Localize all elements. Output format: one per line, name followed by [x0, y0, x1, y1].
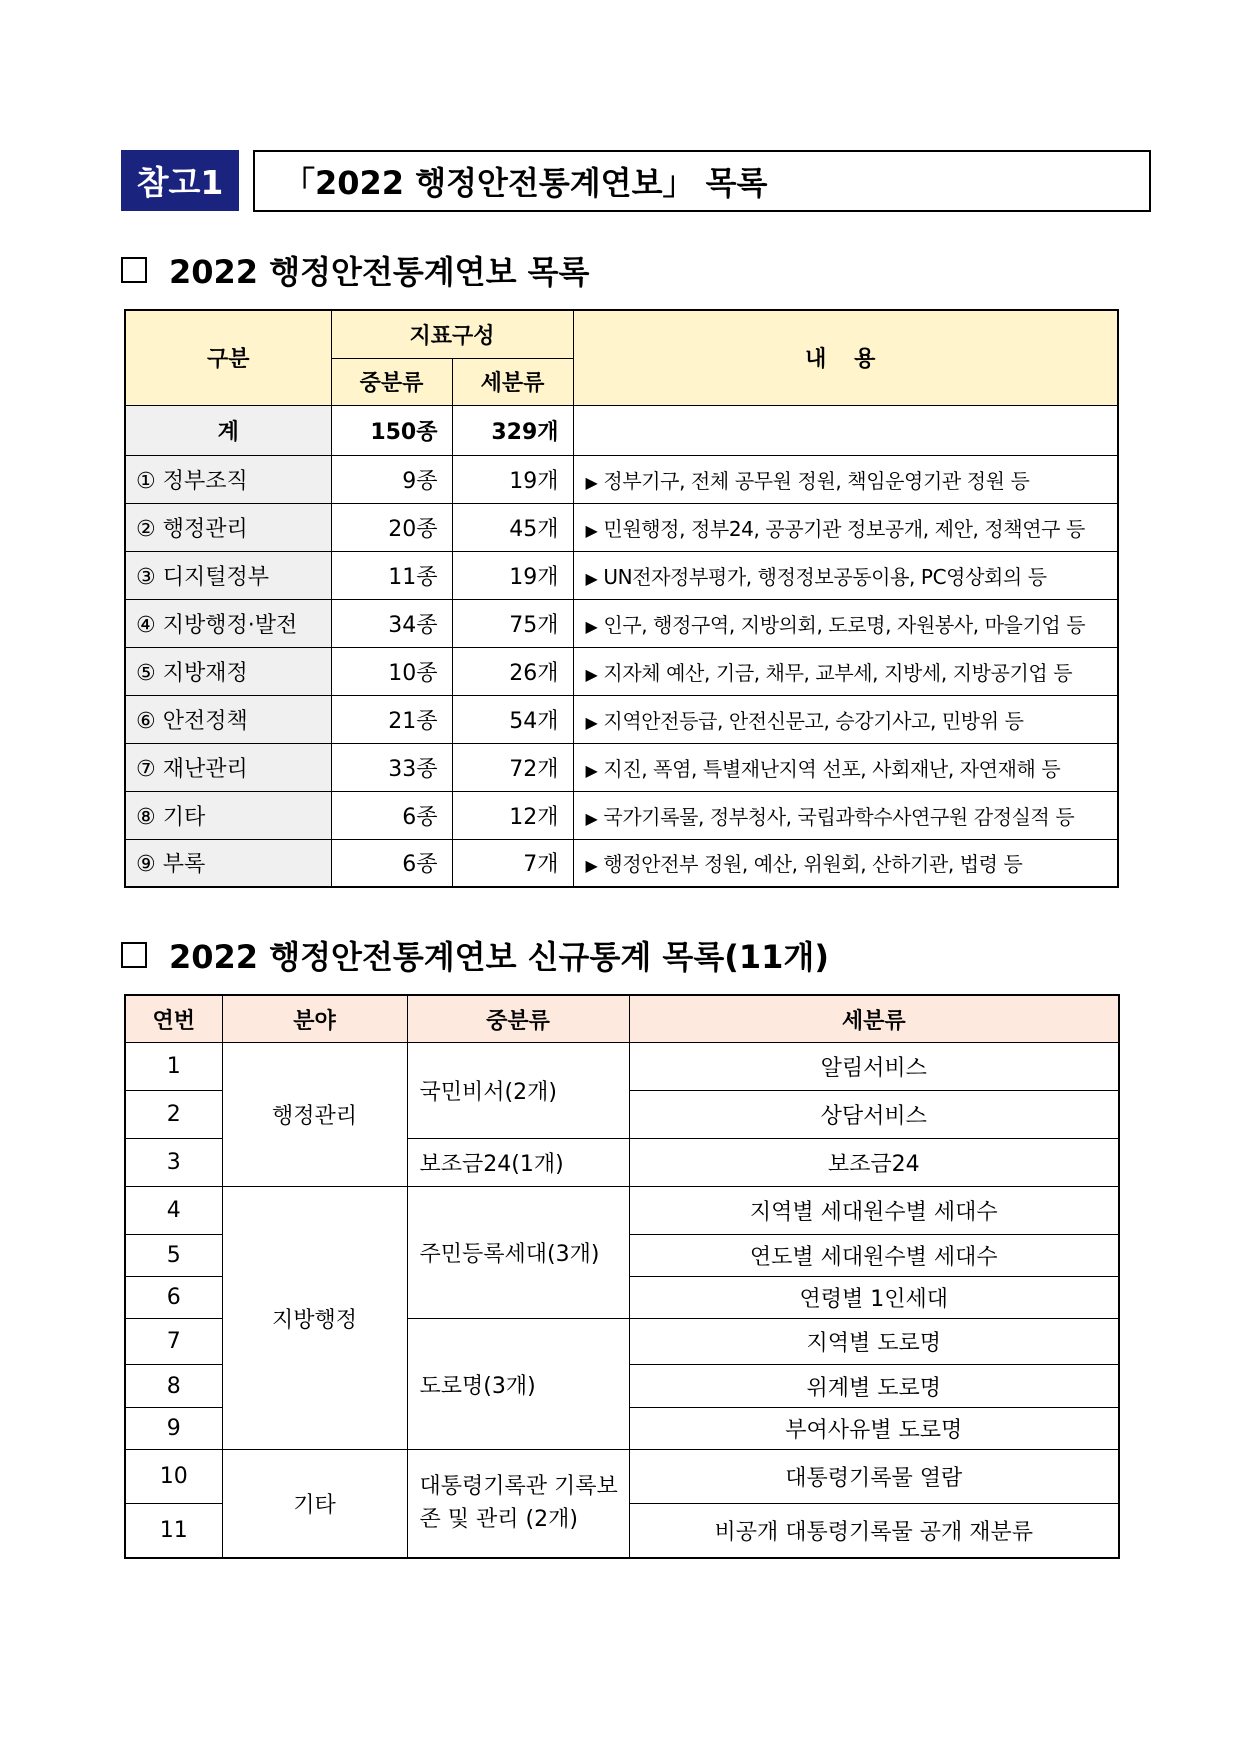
table-row	[125, 791, 1118, 839]
row-content	[573, 839, 1118, 887]
header-mid: 중분류	[407, 995, 629, 1043]
row-sub: 12개	[452, 791, 573, 839]
triangle-bullet-icon: ▶	[585, 712, 598, 732]
reference-badge: 참고1	[121, 150, 239, 211]
header-category: 구분	[125, 310, 331, 405]
header-mid: 중분류	[331, 358, 452, 405]
triangle-bullet-icon: ▶	[585, 616, 598, 636]
triangle-bullet-icon: ▶	[585, 520, 598, 540]
row-category: ⑤ 지방재정	[125, 647, 331, 695]
row-category: ⑥ 안전정책	[125, 695, 331, 743]
triangle-bullet-icon: ▶	[585, 664, 598, 684]
table-row	[125, 1450, 1119, 1504]
triangle-bullet-icon: ▶	[585, 472, 598, 492]
table-row	[125, 1043, 1119, 1091]
table-row	[125, 743, 1118, 791]
header-field: 분야	[222, 995, 407, 1043]
row-content	[573, 503, 1118, 551]
row-content-text: 국가기록물, 정부청사, 국립과학수사연구원 감정실적 등	[603, 804, 1075, 829]
table-row	[125, 647, 1118, 695]
triangle-bullet-icon: ▶	[585, 808, 598, 828]
row-field: 기타	[222, 1450, 407, 1558]
row-no: 6	[125, 1277, 222, 1319]
row-sub: 부여사유별 도로명	[629, 1408, 1119, 1450]
row-category: ⑨ 부록	[125, 839, 331, 887]
catalog-table	[124, 309, 1119, 888]
row-category: ② 행정관리	[125, 503, 331, 551]
row-no: 9	[125, 1408, 222, 1450]
row-category: ③ 디지털정부	[125, 551, 331, 599]
row-no: 10	[125, 1450, 222, 1504]
row-mid: 보조금24(1개)	[407, 1139, 629, 1187]
row-sub: 75개	[452, 599, 573, 647]
triangle-bullet-icon: ▶	[585, 568, 598, 588]
row-no: 5	[125, 1235, 222, 1277]
row-mid: 대통령기록관 기록보존 및 관리 (2개)	[407, 1450, 629, 1558]
row-content	[573, 455, 1118, 503]
row-no: 2	[125, 1091, 222, 1139]
table-row	[125, 503, 1118, 551]
header-sub: 세분류	[452, 358, 573, 405]
row-mid: 6종	[331, 791, 452, 839]
row-sub: 지역별 도로명	[629, 1319, 1119, 1365]
row-content-text: 정부기구, 전체 공무원 정원, 책임운영기관 정원 등	[603, 468, 1030, 493]
row-content	[573, 791, 1118, 839]
row-sub: 7개	[452, 839, 573, 887]
row-content-text: 민원행정, 정부24, 공공기관 정보공개, 제안, 정책연구 등	[603, 516, 1085, 541]
row-content	[573, 743, 1118, 791]
total-label: 계	[125, 405, 331, 455]
row-content-text: 행정안전부 정원, 예산, 위원회, 산하기관, 법령 등	[603, 852, 1023, 877]
row-no: 1	[125, 1043, 222, 1091]
row-no: 8	[125, 1365, 222, 1408]
row-content	[573, 551, 1118, 599]
total-mid: 150종	[331, 405, 452, 455]
row-mid: 도로명(3개)	[407, 1319, 629, 1450]
row-no: 7	[125, 1319, 222, 1365]
row-content	[573, 695, 1118, 743]
row-mid: 34종	[331, 599, 452, 647]
row-sub: 26개	[452, 647, 573, 695]
row-no: 11	[125, 1504, 222, 1558]
row-sub: 72개	[452, 743, 573, 791]
row-content-text: 지진, 폭염, 특별재난지역 선포, 사회재난, 자연재해 등	[603, 756, 1061, 781]
row-sub: 연도별 세대원수별 세대수	[629, 1235, 1119, 1277]
row-no: 3	[125, 1139, 222, 1187]
section2-heading	[121, 932, 829, 978]
row-sub: 19개	[452, 455, 573, 503]
row-content-text: 인구, 행정구역, 지방의회, 도로명, 자원봉사, 마을기업 등	[603, 612, 1086, 637]
table-row	[125, 1187, 1119, 1235]
row-sub: 54개	[452, 695, 573, 743]
row-sub: 상담서비스	[629, 1091, 1119, 1139]
row-mid: 9종	[331, 455, 452, 503]
row-category: ⑧ 기타	[125, 791, 331, 839]
row-mid: 11종	[331, 551, 452, 599]
new-statistics-table	[124, 994, 1120, 1559]
table-row	[125, 455, 1118, 503]
row-sub: 45개	[452, 503, 573, 551]
row-content	[573, 599, 1118, 647]
row-sub: 위계별 도로명	[629, 1365, 1119, 1408]
row-sub: 19개	[452, 551, 573, 599]
total-content	[573, 405, 1118, 455]
row-sub: 알림서비스	[629, 1043, 1119, 1091]
row-mid: 10종	[331, 647, 452, 695]
row-mid: 국민비서(2개)	[407, 1043, 629, 1139]
row-sub: 비공개 대통령기록물 공개 재분류	[629, 1504, 1119, 1558]
checkbox-icon	[121, 942, 147, 968]
row-sub: 대통령기록물 열람	[629, 1450, 1119, 1504]
section1-heading-text: 2022 행정안전통계연보 목록	[169, 253, 590, 291]
row-mid: 20종	[331, 503, 452, 551]
row-sub: 보조금24	[629, 1139, 1119, 1187]
row-mid: 33종	[331, 743, 452, 791]
row-field: 행정관리	[222, 1043, 407, 1187]
checkbox-icon	[121, 257, 147, 283]
row-mid: 주민등록세대(3개)	[407, 1187, 629, 1319]
section2-heading-text: 2022 행정안전통계연보 신규통계 목록(11개)	[169, 938, 829, 976]
header-no: 연번	[125, 995, 222, 1043]
row-content-text: 지역안전등급, 안전신문고, 승강기사고, 민방위 등	[603, 708, 1024, 733]
header-content: 내 용	[573, 310, 1118, 405]
section1-heading	[121, 247, 589, 293]
table-row	[125, 599, 1118, 647]
row-category: ⑦ 재난관리	[125, 743, 331, 791]
row-mid: 21종	[331, 695, 452, 743]
row-mid: 6종	[331, 839, 452, 887]
row-sub: 지역별 세대원수별 세대수	[629, 1187, 1119, 1235]
row-content	[573, 647, 1118, 695]
reference-title	[253, 150, 1151, 212]
row-category: ① 정부조직	[125, 455, 331, 503]
header-sub: 세분류	[629, 995, 1119, 1043]
total-sub: 329개	[452, 405, 573, 455]
header-indicator: 지표구성	[331, 310, 573, 358]
row-sub: 연령별 1인세대	[629, 1277, 1119, 1319]
table-row	[125, 839, 1118, 887]
table-row	[125, 551, 1118, 599]
triangle-bullet-icon: ▶	[585, 760, 598, 780]
row-field: 지방행정	[222, 1187, 407, 1450]
row-content-text: UN전자정부평가, 행정정보공동이용, PC영상회의 등	[603, 564, 1047, 589]
table-row	[125, 695, 1118, 743]
triangle-bullet-icon: ▶	[585, 856, 598, 876]
row-category: ④ 지방행정·발전	[125, 599, 331, 647]
row-content-text: 지자체 예산, 기금, 채무, 교부세, 지방세, 지방공기업 등	[603, 660, 1073, 685]
row-no: 4	[125, 1187, 222, 1235]
reference-title-text: 「2022 행정안전통계연보」 목록	[283, 164, 768, 202]
